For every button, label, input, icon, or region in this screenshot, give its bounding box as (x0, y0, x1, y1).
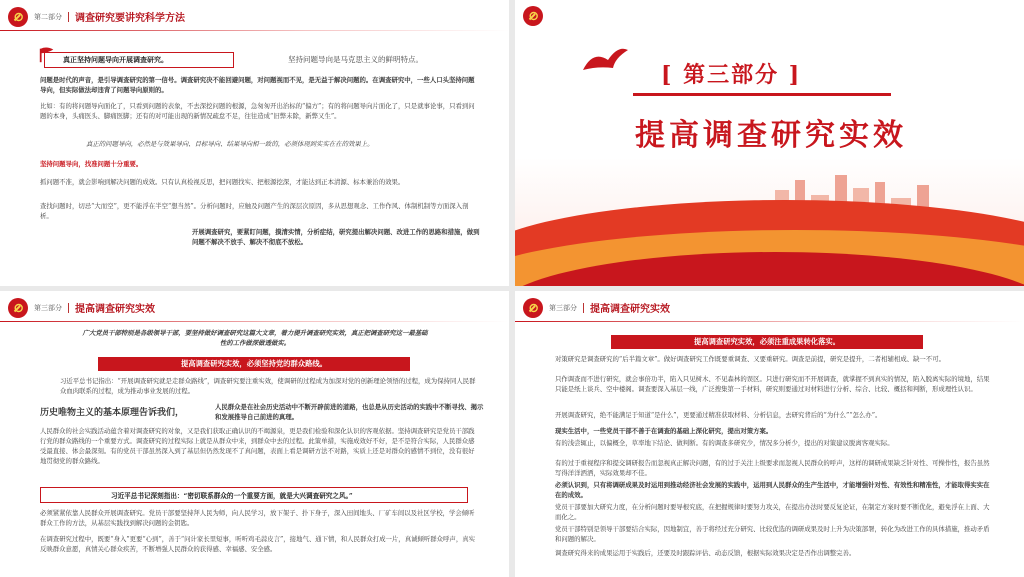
quote-text: 习近平总书记深刻指出：“密切联系群众的一个重要方面，就是大兴调查研究之风。” (111, 492, 353, 500)
section-title: 提高调查研究实效 (590, 304, 670, 315)
paragraph-3: 真正的问题导向，必然是与效果导向、目标导向、结果导向相一致的，必须体现到实实在在的效果上。 (86, 140, 374, 148)
paragraph-3: 开展调查研究，绝不能满足于知道“是什么”，更要通过精准获取材料、分析信息，去研究背后的“为什么”“怎么办”。 (555, 411, 882, 419)
history-heading: 历史唯物主义的基本原理告诉我们， (40, 408, 185, 418)
slide-part3-cover[interactable] (515, 0, 1024, 286)
title-divider (633, 93, 891, 96)
section-header (34, 300, 155, 315)
paragraph-7: 必须认识到，只有将调研成果及时运用到推动经济社会发展的实践中，运用到人民群众的生产生活中，才能增强针对性、有效性和精准性，才能取得实实在在的成效。 (555, 481, 990, 499)
section-part: 第三部分 (549, 303, 584, 313)
paragraph-2: 只作调查而不进行研究，就会事倍功半，陷入只见树木、不见森林的误区。只进行研究而不开展调查，就掌握不到真实的情况，陷入脱离实际的境地，结果只能是纸上谈兵、空中楼阁。调查要深入基层一线，广泛搜集第一手材料，研究则要通过对材料进行分析、综合、比较、概括和判断，形成理性认识。 (555, 375, 990, 393)
paragraph-4: 坚持问题导向，找准问题十分重要。 (40, 160, 143, 168)
header-divider (515, 321, 1024, 322)
quote-box (40, 487, 468, 503)
paragraph-2: 比如：有的将问题导向面化了，只看到问题的表象，不去深挖问题的根源，急匆匆开出治标的“偏方”；有的将问题导向片面化了，只是就事论事，只看到问题的本身，头痛医头、脚痛医脚；还有的对可能出现的新情况疏怠不足，往往造成“旧弊未除，新弊又生”。 (40, 102, 475, 120)
section-part: 第三部分 (34, 303, 69, 313)
party-emblem-icon (523, 298, 543, 318)
bullet-3: 调查研究得来的成果运用于实践后，还要及时跟踪评估、动态反馈，根据实际效果决定是否作出调整完善。 (555, 549, 856, 557)
paragraph-6: 查找问题时，切忌“大而空”，更不能浮在半空“想当然”。分析问题时，应触及问题产生的深层次原因，多从思想观念、工作作风、体制机制等方面深入剖析。 (40, 202, 469, 220)
section-header (549, 300, 670, 315)
slide-results[interactable] (515, 291, 1024, 577)
paragraph-1: 问题是时代的声音，是引导调查研究的第一信号。调查研究决不能回避问题，对问题视而不见，是无益于解决问题的。在调查研究中，一些人口头坚持问题导向，但实际做法却违背了问题导向原则的。 (40, 76, 475, 94)
section-title: 调查研究要讲究科学方法 (75, 13, 185, 24)
key-banner: 提高调查研究实效，必须坚持党的群众路线。 (98, 357, 410, 371)
section-header (34, 9, 185, 24)
header-divider (0, 30, 509, 31)
paragraph-5: 抓问题不准，就会影响到解决问题的成效。只有认真检视反思，把问题找实、把根源挖深，才能达到正本清源、标本兼治的效果。 (40, 178, 405, 186)
section-part: 第二部分 (34, 12, 69, 22)
cover-title: 提高调查研究实效 (635, 118, 907, 153)
paragraph-2: 人民群众的社会实践活动蕴含着对调查研究的对象，又是我们获取正确认识的不竭源泉，更是我们检验和深化认识的客观依据。坚持调查研究是党员干部践行党的群众路线的一个重要方式。调查研究的过程实际上就是从群众中来，到群众中去的过程。此策单措，实施成效好不好，是不是符合实际，人民群众感受最直接、体会最深刻。有的党员干部虽然深入到了基层但仍然发现不了真问题，表面上看是调研方法不对路，实质上还是对群众的感情不到位，没有很好地贯彻党的群众路线。 (40, 427, 475, 465)
key-banner: 提高调查研究实效，必须注重成果转化落实。 (611, 335, 923, 349)
bullet-2: 党员干部特别是领导干部要结合实际，因地制宜，善于将经过充分研究、比较优选的调研成果及时上升为决策部署，转化为改进工作的具体措施，推动矛盾和问题的解决。 (555, 525, 990, 543)
paragraph-6: 有的过于重视程序和提交调研报告而忽视真正解决问题，有的过于关注上级要求而忽视人民群众的呼声，这样的调研成果缺乏针对性、可操作性，报告虽然写得洋洋洒洒，实际效果却不佳。 (555, 459, 990, 477)
section-title: 提高调查研究实效 (75, 304, 155, 315)
part-title: [ 第三部分 ] (661, 62, 802, 88)
bullet-2: 在调查研究过程中，既要“身入”更要“心到”，善于“问计家长里短事，听听鸡毛蒜皮言”，接地气、通下情，和人民群众打成一片，真诚倾听群众呼声，真实反映群众意愿，真情关心群众疾苦，不断增强人民群众的获得感、幸福感、安全感。 (40, 535, 475, 553)
paragraph-1: 习近平总书记指出：“开展调查研究就是走群众路线”，调查研究要注重实效，使调研的过程成为加深对党的创新理论领悟的过程，成为保持同人民群众血肉联系的过程，成为推动事业发展的过程。 (60, 377, 476, 395)
paragraph-1: 对策研究是调查研究的“后半篇文章”。做好调查研究工作既要重调查、又要重研究。调查是前提，研究是提升，二者相辅相成、缺一不可。 (555, 355, 945, 363)
party-emblem-icon (8, 7, 28, 27)
key-point-box: 真正坚持问题导向开展调查研究。 (44, 52, 234, 68)
key-quote: 坚持问题导向是马克思主义的鲜明特点。 (288, 55, 423, 64)
paragraph-4: 现实生活中，一些党员干部不善于在调查的基础上深化研究，提出对策方案。 (555, 427, 773, 435)
slide-mass-line[interactable] (0, 291, 509, 577)
paragraph-7: 开展调查研究，要紧盯问题，摸清实情，分析症结，研究提出解决问题、改进工作的思路和措施，做到问题不解决不放手、解决不彻底不放松。 (192, 228, 480, 246)
bullet-1: 必须紧紧依靠人民群众开展调查研究。党员干部要坚持拜人民为师，向人民学习，放下架子、扑下身子，深入田间地头、厂矿车间以及社区学校，学会倾听群众工作的方法，从基层实践找到解决问题的金钥匙。 (40, 509, 475, 527)
paragraph-5: 有的浅尝辄止，以偏概全，草率地下结论、做判断。有的调查多研究少，情况多分析少，提出的对策建议脱离客观实际。 (555, 439, 894, 447)
intro-text: 广大党员干部特别是各级领导干部，要坚持做好调查研究这篇大文章，着力提升调查研究实效，真正把调查研究这一最基础性的工作做深做透做实。 (82, 329, 428, 347)
dove-icon (573, 40, 633, 80)
party-emblem-icon (8, 298, 28, 318)
header-divider (0, 321, 509, 322)
people-statement: 人民群众是在社会历史活动中不断开辟前进的道路，也总是从历史活动的实践中不断寻找、揭示和发展推导自己前进的真理。 (215, 403, 484, 421)
party-emblem-icon (523, 6, 543, 26)
bullet-1: 党员干部要加大研究力度，在分析问题时要导根究底，在把握规律时要努力攻关，在提出办法时要反复论证，在制定方案时要不断优化，避免浮在上面、大而化之。 (555, 503, 990, 521)
slide-method[interactable] (0, 0, 509, 286)
